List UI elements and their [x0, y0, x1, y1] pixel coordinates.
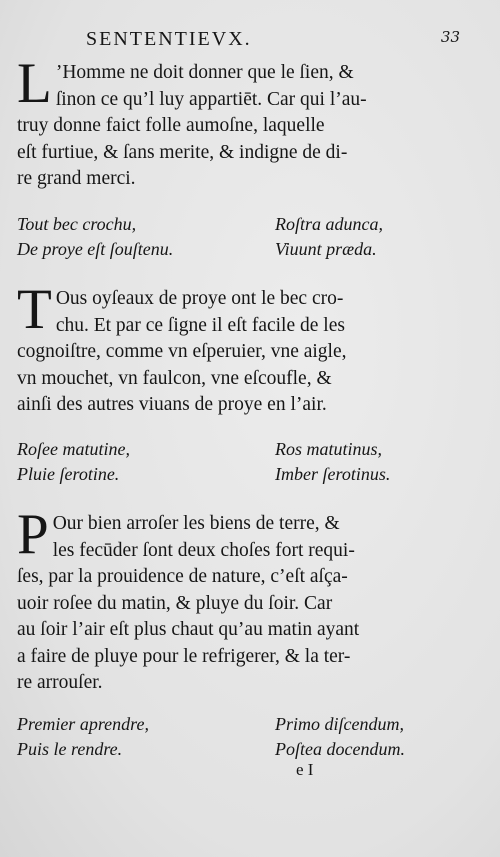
page-number: 33	[440, 28, 460, 46]
proverb-french: Premier aprendre,	[17, 714, 149, 734]
text-line: Ous oyſeaux de proye ont le bec cro-	[55, 288, 344, 309]
proverb-latin: Primo diſcendum,	[275, 714, 404, 734]
text-line: vn mouchet, vn faulcon, vne eſcoufle, &	[17, 367, 332, 389]
text-line: ſes, par la prouidence de nature, c’eſt aſça-	[17, 566, 348, 587]
text-line: chu. Et par ce ſigne il eſt facile de les	[55, 314, 345, 336]
drop-cap: L	[17, 52, 52, 115]
text-line: ſinon ce qu’l luy appartiēt. Car qui l’au-	[55, 88, 367, 110]
proverb-french: Puis le rendre.	[17, 739, 123, 759]
proverb-latin: Roſtra adunca,	[275, 214, 383, 234]
running-head: SENTENTIEVX.	[86, 28, 252, 50]
proverb-pair-3	[17, 712, 405, 762]
text-line: a faire de pluye pour le refrigerer, & la ter-	[17, 645, 351, 667]
proverb-row	[17, 437, 397, 462]
proverb-french: Pluie ſerotine.	[17, 464, 120, 484]
text-line: les fecūder ſont deux choſes fort requi-	[52, 539, 355, 561]
paragraph-1	[17, 52, 397, 193]
proverb-latin: Ros matutinus,	[275, 439, 383, 459]
proverb-row	[17, 462, 397, 487]
signature-mark: e I	[296, 760, 314, 779]
proverb-french: Roſee matutine,	[17, 439, 130, 459]
proverb-french: De proye eſt ſouſtenu.	[17, 239, 174, 259]
drop-cap: P	[17, 503, 49, 566]
text-line: au ſoir l’air eſt plus chaut qu’au matin ayant	[17, 619, 360, 640]
proverb-latin: Viuunt præda.	[275, 239, 377, 259]
drop-cap: T	[17, 278, 52, 341]
paragraph-2	[17, 278, 397, 419]
text-line: eſt furtiue, & ſans merite, & indigne de di-	[17, 141, 348, 163]
text-line: ’Homme ne doit donner que le ſien, &	[55, 62, 354, 83]
proverb-pair-2	[17, 437, 397, 487]
proverb-french: Tout bec crochu,	[17, 214, 137, 234]
proverb-row	[17, 212, 397, 237]
text-line: re grand merci.	[17, 168, 136, 189]
page-header	[86, 28, 460, 50]
text-line: ainſi des autres viuans de proye en l’air.	[17, 394, 327, 415]
proverb-row	[17, 737, 405, 762]
proverb-latin: Poſtea docendum.	[275, 739, 405, 759]
proverb-pair-1	[17, 212, 397, 262]
paragraph-3	[17, 503, 397, 697]
text-line: re arrouſer.	[17, 672, 103, 693]
text-line: cognoiſtre, comme vn eſperuier, vne aigle,	[17, 341, 347, 362]
proverb-latin: Imber ſerotinus.	[275, 464, 391, 484]
proverb-row	[17, 237, 397, 262]
text-line: uoir roſee du matin, & pluye du ſoir. Car	[17, 592, 333, 614]
text-line: Our bien arroſer les biens de terre, &	[52, 513, 340, 534]
proverb-row	[17, 712, 404, 737]
text-line: truy donne faict folle aumoſne, laquelle	[17, 115, 325, 136]
